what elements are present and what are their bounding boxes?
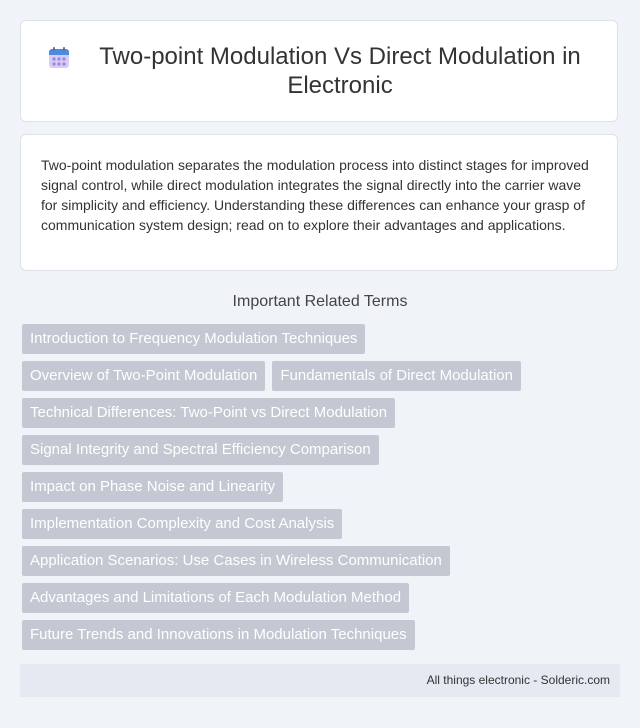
related-terms-list <box>22 324 622 657</box>
term-tag[interactable]: Advantages and Limitations of Each Modulation Method <box>22 583 409 613</box>
term-row <box>22 620 622 650</box>
term-row <box>22 509 622 539</box>
term-row <box>22 472 622 502</box>
term-tag[interactable]: Introduction to Frequency Modulation Techniques <box>22 324 365 354</box>
term-row <box>22 435 622 465</box>
term-tag[interactable]: Implementation Complexity and Cost Analysis <box>22 509 342 539</box>
term-tag[interactable]: Future Trends and Innovations in Modulation Techniques <box>22 620 415 650</box>
related-terms-heading: Important Related Terms <box>232 293 408 310</box>
term-row <box>22 546 622 576</box>
term-row <box>22 398 622 428</box>
term-row <box>22 361 622 391</box>
footer-bar <box>20 664 620 697</box>
title-wrap <box>39 42 599 100</box>
term-tag[interactable]: Overview of Two-Point Modulation <box>22 361 265 391</box>
intro-text: Two-point modulation separates the modulation process into distinct stages for improved signal control, while direct modulation integrates the signal directly into the carrier wave for simplicity and efficiency. Understanding these differences can enhance your grasp of communication system design; read on to explore their advantages and applications. <box>41 157 589 233</box>
page-title: Two-point Modulation Vs Direct Modulation in Electronic <box>99 43 581 99</box>
term-tag[interactable]: Application Scenarios: Use Cases in Wireless Communication <box>22 546 450 576</box>
term-row <box>22 324 622 354</box>
footer-credit[interactable]: All things electronic - Solderic.com <box>426 673 610 687</box>
term-tag[interactable]: Impact on Phase Noise and Linearity <box>22 472 283 502</box>
term-tag[interactable]: Signal Integrity and Spectral Efficiency Comparison <box>22 435 379 465</box>
header-card <box>20 20 618 122</box>
term-tag[interactable]: Fundamentals of Direct Modulation <box>272 361 521 391</box>
calendar-icon <box>48 47 70 69</box>
term-row <box>22 583 622 613</box>
term-tag[interactable]: Technical Differences: Two-Point vs Direct Modulation <box>22 398 395 428</box>
intro-card <box>20 134 618 271</box>
